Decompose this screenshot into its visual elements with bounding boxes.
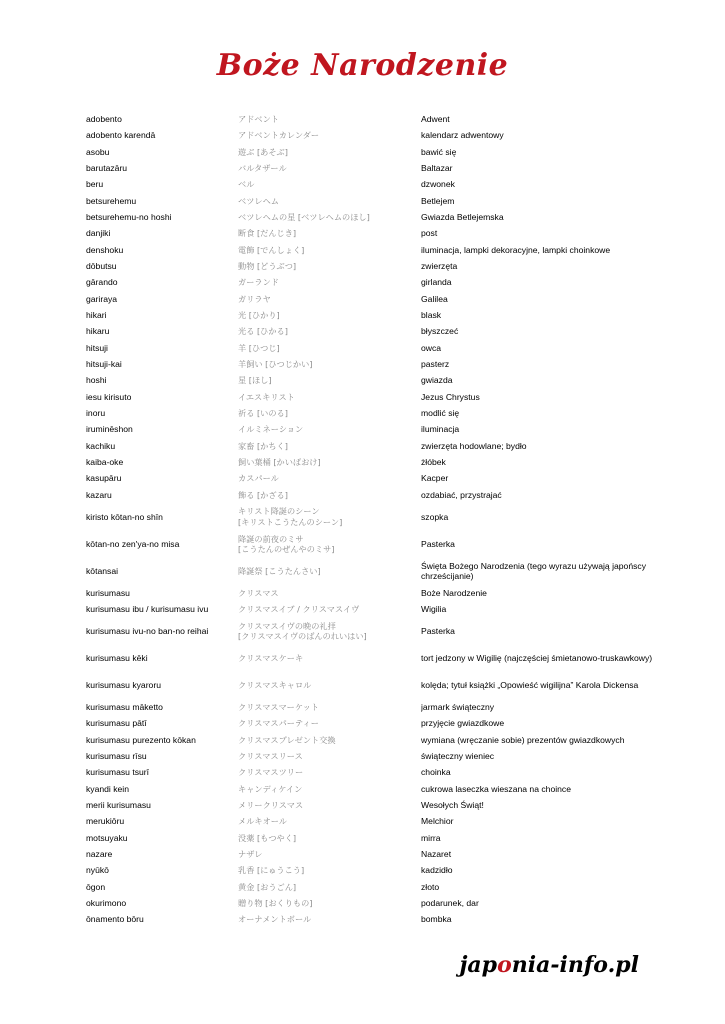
table-row bbox=[86, 601, 676, 617]
table-row bbox=[86, 373, 676, 389]
romaji-cell: kurisumasu ibu / kurisumasu ivu bbox=[86, 604, 209, 615]
japanese-cell bbox=[238, 389, 421, 405]
table-row bbox=[86, 846, 676, 862]
logo-part: jap bbox=[459, 952, 498, 978]
japanese-cell bbox=[238, 471, 421, 487]
polish-cell: girlanda bbox=[421, 277, 452, 288]
romaji-cell: ōnamento bōru bbox=[86, 914, 144, 925]
romaji-cell: kurisumasu kēki bbox=[86, 653, 148, 664]
table-row bbox=[86, 242, 676, 258]
japanese-cell bbox=[238, 454, 421, 470]
japanese-cell bbox=[238, 291, 421, 307]
table-row bbox=[86, 558, 676, 585]
table-row bbox=[86, 193, 676, 209]
polish-cell: blask bbox=[421, 310, 442, 321]
japanese-line: ナザレ bbox=[238, 849, 263, 860]
japanese-line: 羊飼い [ひつじかい] bbox=[238, 359, 313, 370]
table-row bbox=[86, 454, 676, 470]
japanese-cell bbox=[238, 645, 421, 672]
japanese-cell bbox=[238, 209, 421, 225]
japanese-cell bbox=[238, 307, 421, 323]
polish-cell: jarmark świąteczny bbox=[421, 701, 495, 712]
polish-cell: Melchior bbox=[421, 816, 454, 827]
japanese-line: 飾る [かざる] bbox=[238, 489, 288, 500]
japanese-cell bbox=[238, 732, 421, 748]
romaji-cell: kazaru bbox=[86, 489, 112, 500]
japanese-line: 没薬 [もつやく] bbox=[238, 832, 297, 843]
romaji-cell: merukiōru bbox=[86, 816, 125, 827]
table-row bbox=[86, 830, 676, 846]
japanese-cell bbox=[238, 912, 421, 928]
romaji-cell: hitsuji bbox=[86, 342, 108, 353]
romaji-cell: iesu kirisuto bbox=[86, 391, 132, 402]
table-row bbox=[86, 274, 676, 290]
japanese-line: 電飾 [でんしょく] bbox=[238, 244, 305, 255]
site-logo bbox=[459, 952, 639, 978]
japanese-cell bbox=[238, 503, 421, 530]
polish-cell: iluminacja bbox=[421, 424, 460, 435]
polish-cell: Wigilia bbox=[421, 604, 447, 615]
polish-cell: Pasterka bbox=[421, 538, 455, 549]
table-row bbox=[86, 618, 676, 645]
polish-cell: kadzidło bbox=[421, 865, 453, 876]
japanese-line: クリスマスイヴの晩の礼拝 bbox=[238, 620, 336, 631]
romaji-cell: hoshi bbox=[86, 375, 107, 386]
japanese-line: クリスマスキャロル bbox=[238, 680, 312, 691]
romaji-cell: kurisumasu rīsu bbox=[86, 751, 147, 762]
polish-cell: dzwonek bbox=[421, 179, 455, 190]
japanese-line: 乳香 [にゅうこう] bbox=[238, 865, 305, 876]
romaji-cell: merii kurisumasu bbox=[86, 800, 151, 811]
polish-cell: zwierzęta bbox=[421, 261, 458, 272]
table-row bbox=[86, 748, 676, 764]
japanese-cell bbox=[238, 144, 421, 160]
japanese-cell bbox=[238, 618, 421, 645]
japanese-line: クリスマスツリー bbox=[238, 767, 304, 778]
japanese-cell bbox=[238, 530, 421, 557]
table-row bbox=[86, 764, 676, 780]
romaji-cell: kurisumasu tsurī bbox=[86, 767, 150, 778]
polish-cell: bawić się bbox=[421, 146, 457, 157]
polish-cell: podarunek, dar bbox=[421, 898, 479, 909]
romaji-cell: kyandi kein bbox=[86, 783, 129, 794]
table-row bbox=[86, 176, 676, 192]
japanese-cell bbox=[238, 422, 421, 438]
table-row bbox=[86, 645, 676, 672]
japanese-cell bbox=[238, 748, 421, 764]
japanese-cell bbox=[238, 672, 421, 699]
logo-accent: o bbox=[497, 952, 512, 978]
polish-cell: Gwiazda Betlejemska bbox=[421, 211, 504, 222]
polish-cell: tort jedzony w Wigilię (najczęściej śmietanowo-truskawkowy) bbox=[421, 653, 653, 664]
table-row bbox=[86, 715, 676, 731]
table-row bbox=[86, 307, 676, 323]
japanese-cell bbox=[238, 111, 421, 127]
romaji-cell: kurisumasu purezento kōkan bbox=[86, 734, 196, 745]
polish-cell: bombka bbox=[421, 914, 452, 925]
japanese-cell bbox=[238, 813, 421, 829]
table-row bbox=[86, 672, 676, 699]
japanese-cell bbox=[238, 340, 421, 356]
polish-cell: mirra bbox=[421, 832, 441, 843]
table-row bbox=[86, 863, 676, 879]
romaji-cell: betsurehemu-no hoshi bbox=[86, 211, 172, 222]
japanese-cell bbox=[238, 193, 421, 209]
polish-cell: Wesołych Świąt! bbox=[421, 800, 484, 811]
japanese-cell bbox=[238, 797, 421, 813]
table-row bbox=[86, 438, 676, 454]
polish-cell: Galilea bbox=[421, 293, 448, 304]
polish-cell: błyszczeć bbox=[421, 326, 459, 337]
polish-cell: owca bbox=[421, 342, 442, 353]
japanese-line: 断食 [だんじき] bbox=[238, 228, 297, 239]
romaji-cell: kurisumasu māketto bbox=[86, 701, 163, 712]
japanese-line: 祈る [いのる] bbox=[238, 408, 288, 419]
japanese-line: 飼い葉桶 [かいばおけ] bbox=[238, 457, 321, 468]
japanese-line: 降誕の前夜のミサ bbox=[238, 533, 304, 544]
japanese-cell bbox=[238, 764, 421, 780]
romaji-cell: kurisumasu bbox=[86, 587, 130, 598]
table-row bbox=[86, 503, 676, 530]
table-row bbox=[86, 732, 676, 748]
table-row bbox=[86, 699, 676, 715]
japanese-cell bbox=[238, 242, 421, 258]
polish-cell: pasterz bbox=[421, 359, 450, 370]
romaji-cell: hikaru bbox=[86, 326, 110, 337]
polish-cell: gwiazda bbox=[421, 375, 453, 386]
polish-cell: Baltazar bbox=[421, 162, 453, 173]
romaji-cell: iruminēshon bbox=[86, 424, 133, 435]
japanese-cell bbox=[238, 176, 421, 192]
polish-cell: zwierzęta hodowlane; bydło bbox=[421, 440, 527, 451]
japanese-line: 動物 [どうぶつ] bbox=[238, 261, 297, 272]
table-row bbox=[86, 471, 676, 487]
japanese-line: クリスマスリース bbox=[238, 751, 303, 762]
logo-part: nia-info.pl bbox=[511, 952, 639, 978]
romaji-cell: dōbutsu bbox=[86, 261, 117, 272]
polish-cell: ozdabiać, przystrajać bbox=[421, 489, 502, 500]
polish-cell: cukrowa laseczka wieszana na choince bbox=[421, 783, 571, 794]
polish-cell: Kacper bbox=[421, 473, 449, 484]
japanese-line: イルミネーション bbox=[238, 424, 304, 435]
polish-cell: Święta Bożego Narodzenia (tego wyrazu używają japońscy chrześcijanie) bbox=[421, 560, 646, 582]
japanese-line: アドベントカレンダー bbox=[238, 130, 320, 141]
polish-cell: świąteczny wieniec bbox=[421, 751, 495, 762]
table-row bbox=[86, 813, 676, 829]
japanese-line: [こうたんのぜんやのミサ] bbox=[238, 544, 335, 555]
page-title: Boże Narodzenie bbox=[216, 48, 509, 83]
table-row bbox=[86, 323, 676, 339]
japanese-line: カスパール bbox=[238, 473, 279, 484]
romaji-cell: inoru bbox=[86, 408, 106, 419]
japanese-line: アドベント bbox=[238, 113, 279, 124]
japanese-cell bbox=[238, 160, 421, 176]
table-row bbox=[86, 291, 676, 307]
japanese-cell bbox=[238, 585, 421, 601]
romaji-cell: barutazāru bbox=[86, 162, 128, 173]
romaji-cell: beru bbox=[86, 179, 104, 190]
japanese-cell bbox=[238, 405, 421, 421]
romaji-cell: okurimono bbox=[86, 898, 127, 909]
japanese-cell bbox=[238, 225, 421, 241]
japanese-line: クリスマスイブ / クリスマスイヴ bbox=[238, 604, 360, 615]
romaji-cell: ōgon bbox=[86, 881, 106, 892]
romaji-cell: hitsuji-kai bbox=[86, 359, 122, 370]
table-row bbox=[86, 422, 676, 438]
japanese-cell bbox=[238, 781, 421, 797]
japanese-line: 光る [ひかる] bbox=[238, 326, 288, 337]
table-row bbox=[86, 487, 676, 503]
romaji-cell: hikari bbox=[86, 310, 107, 321]
japanese-cell bbox=[238, 863, 421, 879]
japanese-cell bbox=[238, 879, 421, 895]
japanese-cell bbox=[238, 274, 421, 290]
polish-cell: kalendarz adwentowy bbox=[421, 130, 504, 141]
polish-cell: szopka bbox=[421, 511, 449, 522]
japanese-cell bbox=[238, 715, 421, 731]
table-row bbox=[86, 340, 676, 356]
japanese-cell bbox=[238, 830, 421, 846]
romaji-cell: kaiba-oke bbox=[86, 457, 124, 468]
polish-cell: przyjęcie gwiazdkowe bbox=[421, 718, 505, 729]
japanese-cell bbox=[238, 846, 421, 862]
polish-cell: iluminacja, lampki dekoracyjne, lampki choinkowe bbox=[421, 244, 611, 255]
table-row bbox=[86, 895, 676, 911]
japanese-line: クリスマスパーティー bbox=[238, 718, 319, 729]
table-row bbox=[86, 209, 676, 225]
japanese-line: 贈り物 [おくりもの] bbox=[238, 898, 313, 909]
japanese-line: ベツレヘム bbox=[238, 195, 279, 206]
romaji-cell: motsuyaku bbox=[86, 832, 128, 843]
japanese-cell bbox=[238, 601, 421, 617]
table-row bbox=[86, 912, 676, 928]
japanese-line: [キリストこうたんのシーン] bbox=[238, 516, 343, 527]
polish-cell: Betlejem bbox=[421, 195, 455, 206]
japanese-line: ベル bbox=[238, 179, 255, 190]
table-row bbox=[86, 781, 676, 797]
romaji-cell: asobu bbox=[86, 146, 110, 157]
japanese-line: クリスマスマーケット bbox=[238, 701, 319, 712]
romaji-cell: kōtansai bbox=[86, 565, 119, 576]
romaji-cell: gārando bbox=[86, 277, 118, 288]
table-row bbox=[86, 530, 676, 557]
romaji-cell: kiristo kōtan-no shīn bbox=[86, 511, 163, 522]
polish-cell: wymiana (wręczanie sobie) prezentów gwiazdkowych bbox=[421, 734, 625, 745]
japanese-line: 星 [ほし] bbox=[238, 375, 272, 386]
polish-cell: Jezus Chrystus bbox=[421, 391, 480, 402]
romaji-cell: nazare bbox=[86, 849, 113, 860]
romaji-cell: adobento karendā bbox=[86, 130, 156, 141]
japanese-line: 遊ぶ [あそぶ] bbox=[238, 146, 288, 157]
polish-cell: Pasterka bbox=[421, 625, 455, 636]
table-row bbox=[86, 797, 676, 813]
table-row bbox=[86, 879, 676, 895]
romaji-cell: denshoku bbox=[86, 244, 124, 255]
polish-cell: choinka bbox=[421, 767, 451, 778]
japanese-cell bbox=[238, 558, 421, 585]
japanese-cell bbox=[238, 258, 421, 274]
japanese-line: オーナメントボール bbox=[238, 914, 312, 925]
romaji-cell: kurisumasu kyaroru bbox=[86, 680, 161, 691]
japanese-cell bbox=[238, 487, 421, 503]
table-row bbox=[86, 160, 676, 176]
table-row bbox=[86, 225, 676, 241]
romaji-cell: kōtan-no zen'ya-no misa bbox=[86, 538, 180, 549]
japanese-line: イエスキリスト bbox=[238, 391, 295, 402]
japanese-cell bbox=[238, 373, 421, 389]
polish-cell: Adwent bbox=[421, 113, 450, 124]
polish-cell: kolęda; tytuł książki „Opowieść wigilijna” Karola Dickensa bbox=[421, 680, 639, 691]
japanese-line: クリスマスプレゼント交換 bbox=[238, 734, 336, 745]
romaji-cell: betsurehemu bbox=[86, 195, 137, 206]
japanese-line: キャンディケイン bbox=[238, 783, 303, 794]
romaji-cell: kasupāru bbox=[86, 473, 122, 484]
japanese-line: [クリスマスイヴのばんのれいはい] bbox=[238, 631, 367, 642]
romaji-cell: gariraya bbox=[86, 293, 118, 304]
japanese-cell bbox=[238, 127, 421, 143]
japanese-line: 光 [ひかり] bbox=[238, 310, 280, 321]
romaji-cell: kurisumasu ivu-no ban-no reihai bbox=[86, 625, 209, 636]
table-row bbox=[86, 127, 676, 143]
japanese-line: 羊 [ひつじ] bbox=[238, 342, 280, 353]
polish-cell: post bbox=[421, 228, 438, 239]
table-row bbox=[86, 144, 676, 160]
vocabulary-table-body bbox=[86, 111, 676, 928]
japanese-line: クリスマスケーキ bbox=[238, 653, 304, 664]
vocabulary-table bbox=[86, 111, 676, 928]
japanese-line: 黄金 [おうごん] bbox=[238, 881, 297, 892]
table-row bbox=[86, 405, 676, 421]
japanese-line: ガーランド bbox=[238, 277, 279, 288]
japanese-line: 降誕祭 [こうたんさい] bbox=[238, 565, 321, 576]
table-row bbox=[86, 111, 676, 127]
table-row bbox=[86, 356, 676, 372]
japanese-line: クリスマス bbox=[238, 587, 279, 598]
romaji-cell: nyūkō bbox=[86, 865, 109, 876]
japanese-line: ガリラヤ bbox=[238, 293, 271, 304]
japanese-line: バルタザール bbox=[238, 162, 287, 173]
table-row bbox=[86, 585, 676, 601]
japanese-cell bbox=[238, 699, 421, 715]
romaji-cell: danjiki bbox=[86, 228, 111, 239]
japanese-line: キリスト降誕のシーン bbox=[238, 506, 320, 517]
japanese-line: 家畜 [かちく] bbox=[238, 440, 288, 451]
polish-cell: Nazaret bbox=[421, 849, 452, 860]
romaji-cell: kurisumasu pātī bbox=[86, 718, 147, 729]
japanese-cell bbox=[238, 895, 421, 911]
japanese-cell bbox=[238, 356, 421, 372]
polish-cell: żłóbek bbox=[421, 457, 446, 468]
japanese-line: メリークリスマス bbox=[238, 800, 304, 811]
table-row bbox=[86, 258, 676, 274]
table-row bbox=[86, 389, 676, 405]
romaji-cell: adobento bbox=[86, 113, 122, 124]
japanese-cell bbox=[238, 438, 421, 454]
polish-cell: modlić się bbox=[421, 408, 460, 419]
polish-cell: złoto bbox=[421, 881, 440, 892]
japanese-line: メルキオール bbox=[238, 816, 287, 827]
polish-cell: Boże Narodzenie bbox=[421, 587, 487, 598]
japanese-line: ベツレヘムの星 [ベツレヘムのほし] bbox=[238, 211, 370, 222]
japanese-cell bbox=[238, 323, 421, 339]
romaji-cell: kachiku bbox=[86, 440, 116, 451]
